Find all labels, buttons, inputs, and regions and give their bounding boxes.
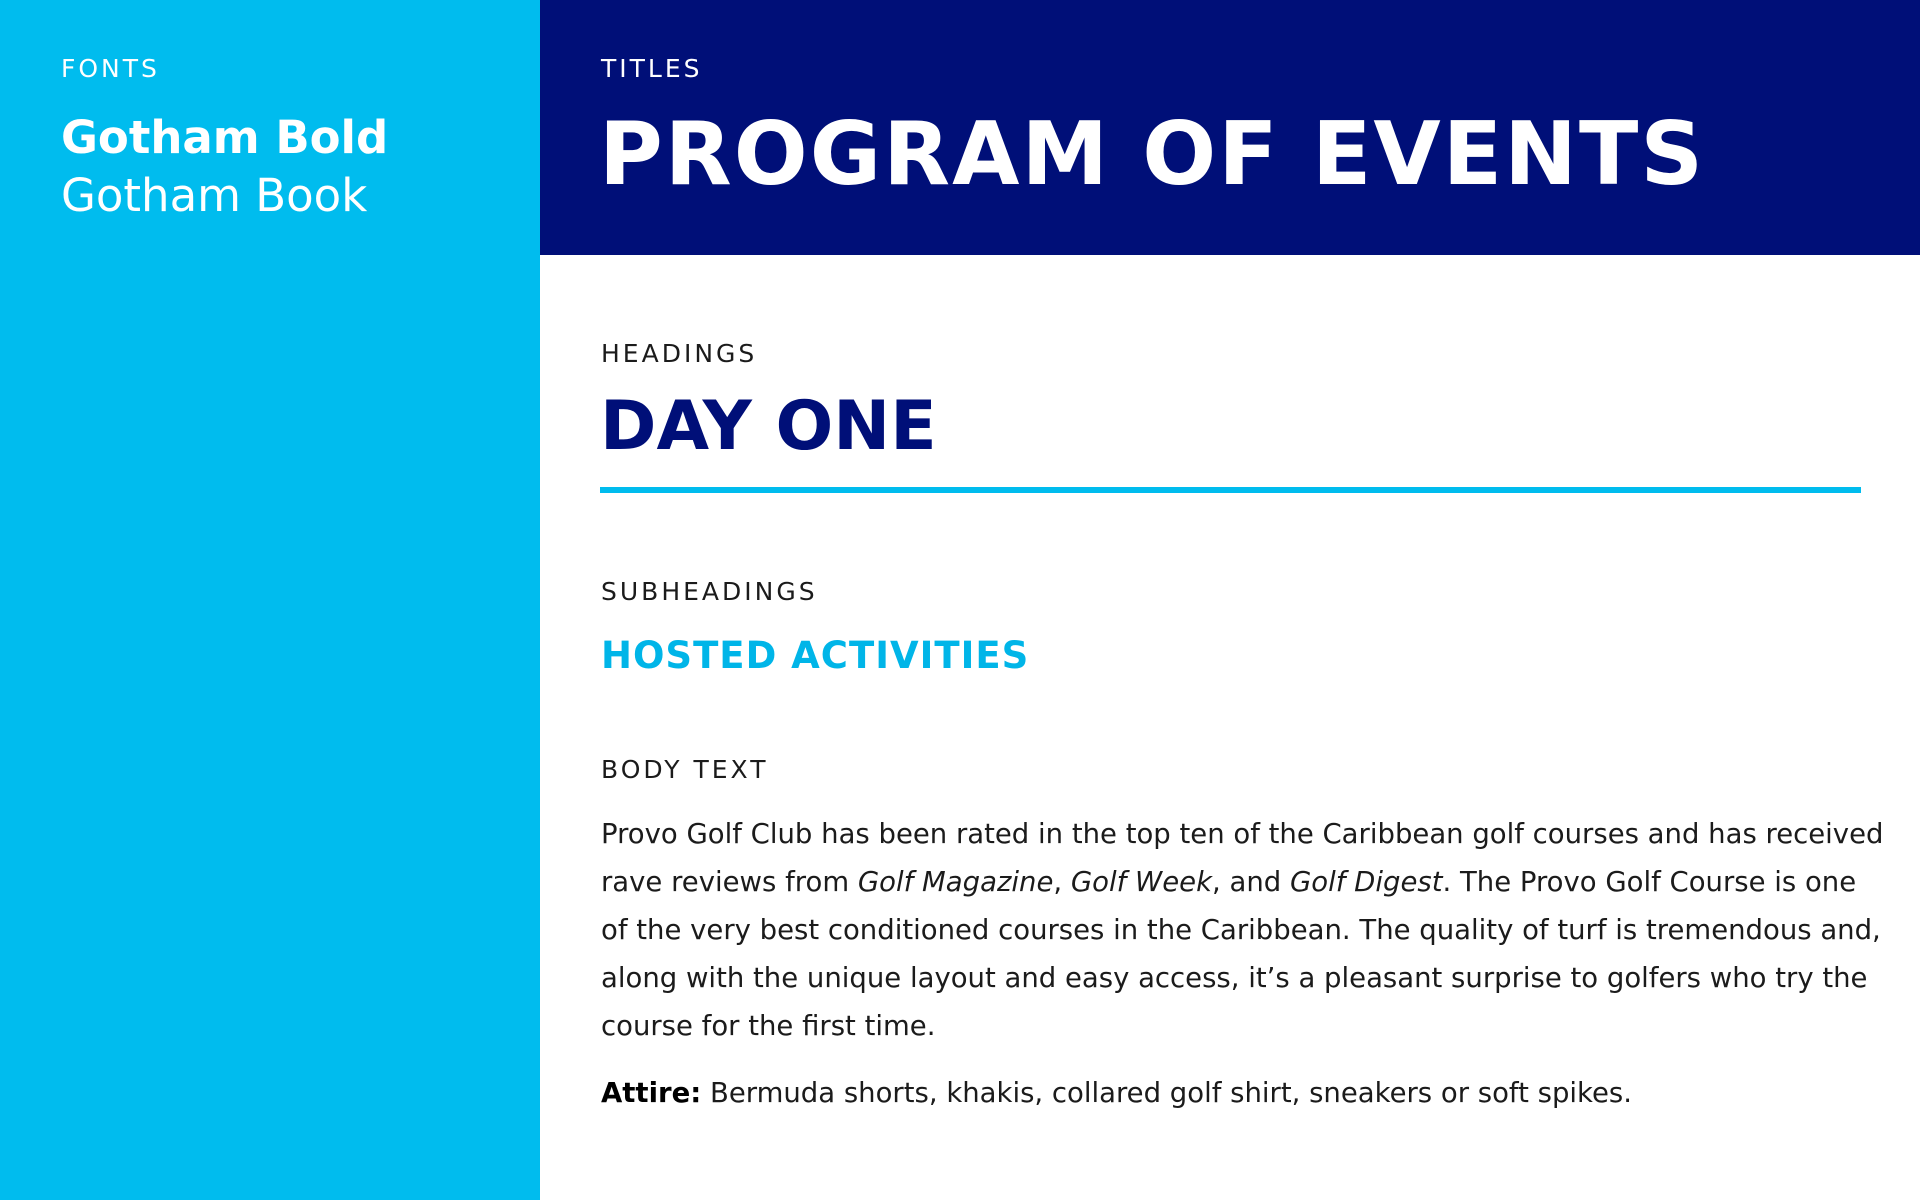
page-title: PROGRAM OF EVENTS	[599, 103, 1705, 205]
headings-label: HEADINGS	[601, 339, 758, 368]
heading-underline-divider	[600, 487, 1861, 493]
attire-paragraph	[601, 1069, 1891, 1117]
magazine-golf-magazine: Golf Magazine	[857, 866, 1054, 898]
body-intro: Provo Golf Club has been rated in the top ten of the Caribbean golf courses and has received rave reviews from	[601, 818, 1884, 898]
magazine-golf-digest: Golf Digest	[1289, 866, 1443, 898]
separator: ,	[1053, 866, 1071, 898]
body-paragraph	[601, 810, 1891, 1050]
subheadings-label: SUBHEADINGS	[601, 577, 818, 606]
titles-label: TITLES	[601, 54, 703, 83]
magazine-golf-week: Golf Week	[1070, 866, 1213, 898]
attire-text: Bermuda shorts, khakis, collared golf shirt, sneakers or soft spikes.	[701, 1077, 1632, 1109]
font-bold-sample: Gotham Bold	[61, 111, 389, 164]
fonts-label: FONTS	[61, 54, 160, 83]
body-text-label: BODY TEXT	[601, 755, 769, 784]
sidebar-fonts	[0, 0, 540, 1200]
main-content	[540, 255, 1920, 1200]
font-book-sample: Gotham Book	[61, 169, 368, 222]
heading-sample: DAY ONE	[600, 387, 937, 466]
subheading-sample: HOSTED ACTIVITIES	[601, 634, 1030, 677]
separator: , and	[1212, 866, 1290, 898]
attire-label: Attire:	[601, 1077, 702, 1109]
body-rest: . The Provo Golf Course is one of the very best conditioned courses in the Caribbean. The quality of turf is tremendous and, along with the unique layout and easy access, it’s a pleasant surprise to golfers who try the course for the first time.	[601, 866, 1881, 1042]
title-band	[540, 0, 1920, 255]
